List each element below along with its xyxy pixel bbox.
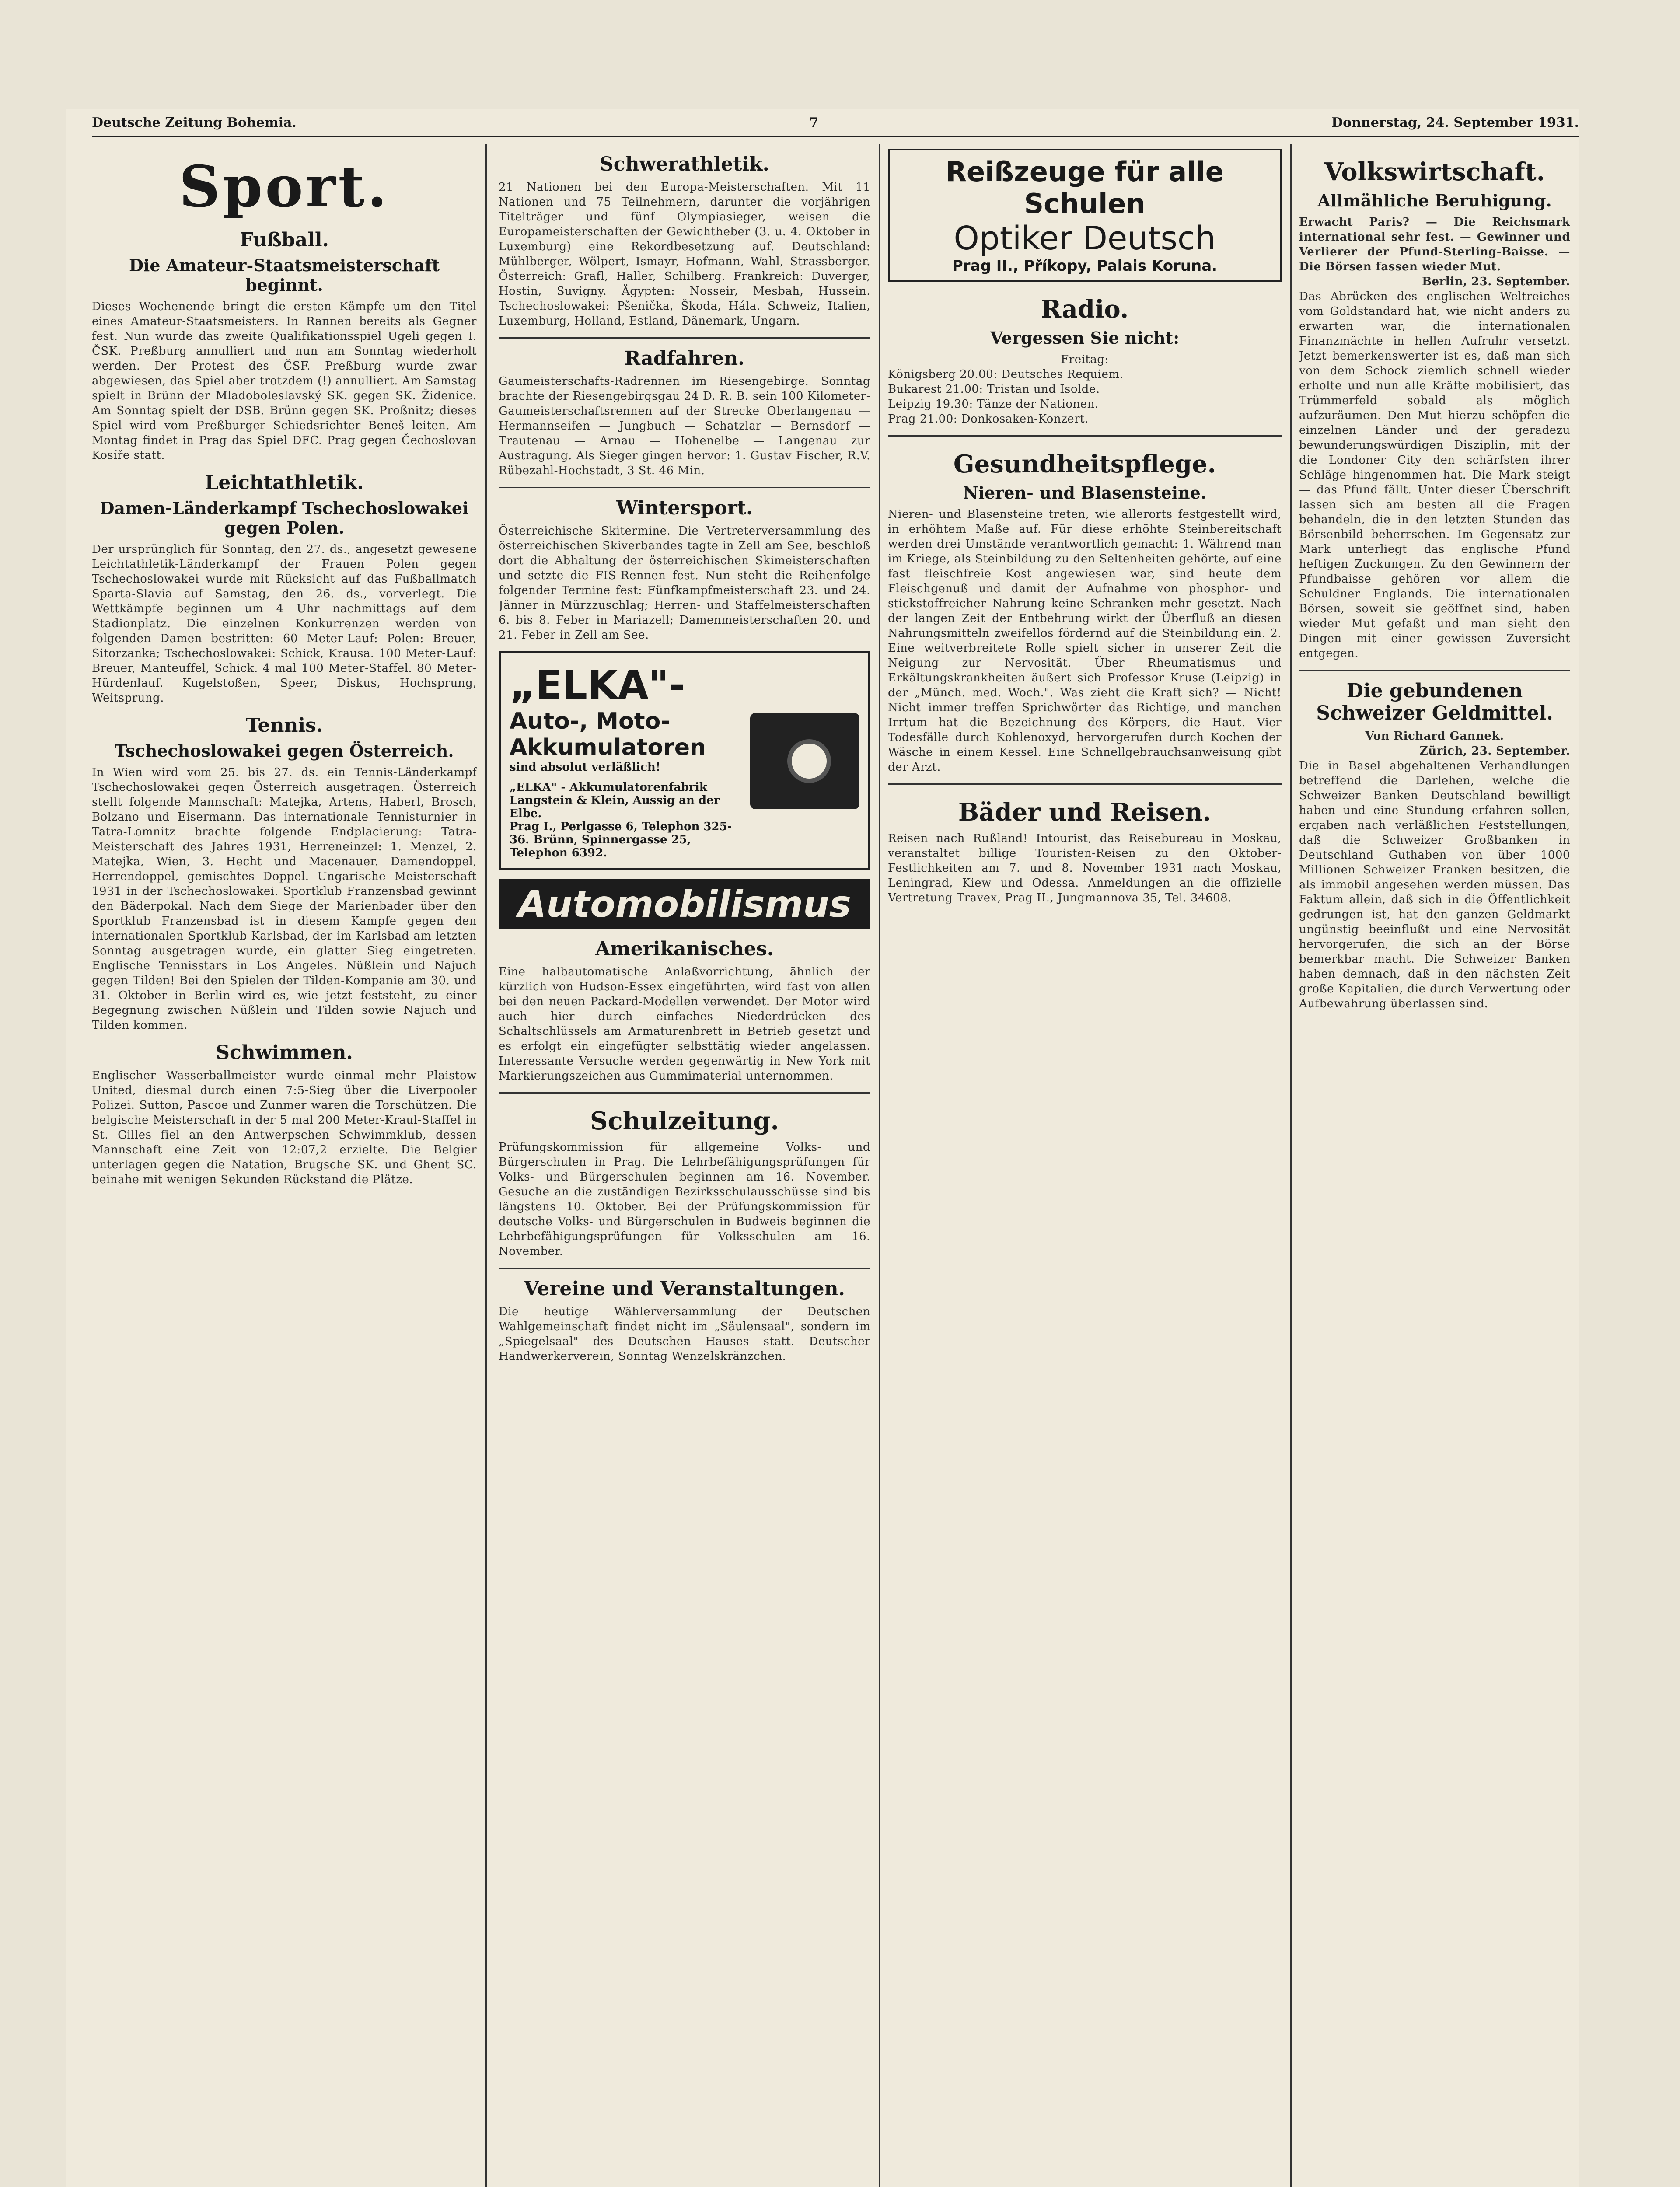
optiker-ad-address: Prag II., Příkopy, Palais Koruna. <box>952 257 1218 275</box>
column-divider <box>1290 144 1292 2187</box>
elka-advertisement <box>499 651 870 870</box>
health-subheading: Nieren- und Blasensteine. <box>963 483 1207 503</box>
american-heading: Amerikanisches. <box>595 938 774 960</box>
optiker-ad-headline: Reißzeuge für alle Schulen <box>946 156 1224 220</box>
radio-item: Prag 21.00: Donkosaken-Konzert. <box>888 412 1089 426</box>
column-divider <box>879 144 880 2187</box>
masthead <box>92 109 1579 137</box>
athletics-article: Der ursprünglich für Sonntag, den 27. ds., angesetzt gewesene Leichtathletik-Länderkampf der Frauen Polen gegen Tschechoslowakei wurde mit Rücksicht auf das Fußballmatch Sparta-Slavia auf Samstag, den 26. ds., vorverlegt. Die Wettkämpfe beginnen um 4 Uhr nachmittags auf dem Stadionplatz. Die einzelnen Konkurrenzen werden von folgenden Damen bestritten: 60 Meter-Lauf: Polen: Breuer, Sitorzanka; Tschechoslowakei: Schick, Krausa. 100 Meter-Lauf: Breuer, Manteuffel, Schick. 4 mal 100 Meter-Staffel. 80 Meter-Hürdenlauf. Kugelstoßen, Speer, Diskus, Hochsprung, Weitsprung. <box>92 543 477 705</box>
swiss-funds-dateline: Zürich, 23. September. <box>1419 744 1570 758</box>
athletics-subheading: Damen-Länderkampf Tschechoslowakei gegen Polen. <box>100 498 469 538</box>
radio-subheading: Vergessen Sie nicht: <box>990 328 1180 348</box>
health-heading: Gesundheitspflege. <box>953 450 1216 479</box>
swiss-funds-byline: Von Richard Gannek. <box>1365 730 1504 743</box>
section-divider <box>1299 670 1570 671</box>
optiker-ad-brand: Optiker Deutsch <box>954 220 1216 257</box>
events-article: Die heutige Wählerversammlung der Deutschen Wahlgemeinschaft findet nicht im „Säulensaal", sondern im „Spiegelsaal" des Deutschen Hauses statt. Deutscher Handwerkerverein, Sonntag Wenzelskränzchen. <box>499 1305 870 1363</box>
swiss-funds-heading: Die gebundenen Schweizer Geldmittel. <box>1316 680 1553 724</box>
newspaper-page <box>66 109 1579 2187</box>
radio-item: Leipzig 19.30: Tänze der Nationen. <box>888 398 1099 411</box>
optiker-advertisement <box>888 149 1282 282</box>
section-divider <box>888 783 1282 785</box>
section-divider <box>499 1092 870 1094</box>
radio-day: Freitag: <box>1061 353 1109 366</box>
swimming-heading: Schwimmen. <box>216 1041 353 1064</box>
section-divider <box>499 1268 870 1269</box>
health-article: Nieren- und Blasensteine treten, wie allerorts festgestellt wird, in erhöhtem Maße auf. Für diese erhöhte Steinbereitschaft werden drei Umstände verantwortlich gemacht: 1. Während man im Kriege, als Steinbildung zu den Seltenheiten gehörte, auf eine fast fleischfreie Kost angewiesen war, sind heute dem Fleischgenuß und damit der Aufnahme von phosphor- und stickstoffreicher Nahrung keine Schranken mehr gesetzt. Nach der langen Zeit der Entbehrung wirkt der Überfluß an diesen Nahrungsmitteln zweifellos fördernd auf die Steinbildung ein. 2. Eine weitverbreitete Rolle spielt sicher in unserer Zeit die Neigung zur Nervosität. Über Rheumatismus und Erkältungskrankheiten äußert sich Professor Kruse (Leipzig) in der „Münch. med. Woch.". Was zieht die Kraft sich? — Nicht! Nicht immer treffen Sprichwörter das Richtige, und manchen Irrtum hat die Bezeichnung des Körpers, die Haut. Vier Todesfälle durch Kohlenoxyd, hervorgerufen durch Kochen der Wäsche in einem Kessel. Eine Schnellgebrauchsanweisung gibt der Arzt. <box>888 508 1282 774</box>
economy-dateline: Berlin, 23. September. <box>1422 275 1570 288</box>
radio-item: Königsberg 20.00: Deutsches Requiem. <box>888 368 1124 381</box>
tennis-article: In Wien wird vom 25. bis 27. ds. ein Tennis-Länderkampf Tschechoslowakei gegen Österreich ausgetragen. Österreich stellt folgende Mannschaft: Matejka, Artens, Haberl, Brosch, Bolzano und Eisermann. Das internationale Tennisturnier in Tatra-Lomnitz brachte folgende Endplacierung: Tatra-Meisterschaft des Jahres 1931, Herreneinzel: 1. Menzel, 2. Matejka, Wien, 3. Hecht und Macenauer. Damendoppel, Herrendoppel, gemischtes Doppel. Ungarische Meisterschaft 1931 in der Tschechoslowakei. Sportklub Franzensbad gewinnt den Bäderpokal. Nach dem Siege der Marienbader über den Sportklub Franzensbad ist in diesem Kampfe gegen den internationalen Sportklub Karlsbad, der im Karlsbad am letzten Sonntag ausgetragen wurde, ein glatter Sieg eingetreten. Englische Tennisstars in Los Angeles. Nüßlein und Najuch gegen Tilden! Bei den Spielen der Tilden-Kompanie am 30. und 31. Oktober in Berlin wird es, wie jetzt feststeht, zu einer Begegnung zwischen Nüßlein und Tilden sowie Najuch und Tilden kommen. <box>92 766 477 1032</box>
radio-heading: Radio. <box>1041 295 1129 324</box>
elka-brand: „ELKA"- <box>510 662 685 708</box>
section-divider <box>499 487 870 488</box>
masthead-paper-name: Deutsche Zeitung Bohemia. <box>92 115 297 130</box>
section-divider <box>888 435 1282 437</box>
travel-heading: Bäder und Reisen. <box>958 798 1212 827</box>
column-divider <box>485 144 487 2187</box>
elka-tagline: sind absolut verläßlich! <box>510 761 661 774</box>
sport-column <box>92 144 477 2187</box>
economy-subheading: Allmähliche Beruhigung. <box>1317 191 1552 210</box>
elka-address-two: Prag I., Perlgasse 6, Telephon 325-36. Brünn, Spinnergasse 25, Telephon 6392. <box>510 820 732 859</box>
radio-item: Bukarest 21.00: Tristan und Isolde. <box>888 383 1100 396</box>
travel-article: Reisen nach Rußland! Intourist, das Reisebureau in Moskau, veranstaltet billige Touristen-Reisen zu den Oktober-Festlichkeiten am 7. und 8. November 1931 nach Moskau, Leningrad, Kiew und Odessa. Anmeldungen an die offizielle Vertretung Travex, Prag II., Jungmannova 35, Tel. 34608. <box>888 832 1282 905</box>
weightlifting-heading: Schwerathletik. <box>600 153 769 175</box>
school-heading: Schulzeitung. <box>590 1107 779 1135</box>
column-four <box>1299 144 1570 2187</box>
weightlifting-article: 21 Nationen bei den Europa-Meisterschaften. Mit 11 Nationen und 75 Teilnehmern, darunter die vorjährigen Titelträger und fünf Olympiasieger, weisen die Europameisterschaften der Gewichtheber (3. u. 4. Oktober in Luxemburg) eine Rekordbesetzung auf. Deutschland: Mühlberger, Wölpert, Ismayr, Hofmann, Wahl, Strassberger. Österreich: Grafl, Haller, Schilberg. Frankreich: Duverger, Hostin, Suvigny. Ägypten: Nosseir, Mesbah, Hussein. Tschechoslowakei: Pšenička, Škoda, Hála. Schweiz, Italien, Luxemburg, Holland, Estland, Dänemark, Ungarn. <box>499 181 870 328</box>
elka-maker: „ELKA" - Akkumulatorenfabrik <box>510 781 707 794</box>
american-article: Eine halbautomatische Anlaßvorrichtung, ähnlich der kürzlich von Hudson-Essex eingeführten, wird fast von allen bei den neuen Packard-Modellen verwendet. Der Motor wird auch hier durch einfaches Niederdrücken des Schaltschlüssels am Armaturenbrett in Betrieb gesetzt und es erfolgt ein eingefügter selbsttätig wieder angelassen. Interessante Versuche werden gegenwärtig in New York mit Markierungszeichen aus Gummimaterial unternommen. <box>499 965 870 1083</box>
events-heading: Vereine und Veranstaltungen. <box>524 1278 845 1300</box>
elka-product: Auto-, Moto-Akkumulatoren <box>510 708 706 761</box>
wintersport-article: Österreichische Skitermine. Die Vertreterversammlung des österreichischen Skiverbandes tagte in Zell am See, beschloß dort die Abhaltung der österreichischen Skimeisterschaften und setzte die FIS-Rennen fest. Nun steht die Reihenfolge folgender Termine fest: Fünfkampfmeisterschaft 23. und 24. Jänner in Mürzzuschlag; Herren- und Staffelmeisterschaften 6. bis 8. Feber in Mariazell; Damenmeisterschaften 20. und 21. Feber in Zell am See. <box>499 524 870 642</box>
section-divider <box>499 337 870 339</box>
football-subheading: Die Amateur-Staatsmeisterschaft beginnt. <box>129 255 440 295</box>
swimming-article: Englischer Wasserballmeister wurde einmal mehr Plaistow United, diesmal durch einen 7:5-Sieg über die Liverpooler Polizei. Sutton, Pascoe und Zunmer waren die Torschützen. Die belgische Meisterschaft in der 5 mal 200 Meter-Kraul-Staffel in St. Gilles fiel an den Antwerpschen Schwimmklub, dessen Mannschaft eine Zeit von 12:07,2 erzielte. Die Belgier unterlagen gegen die Natation, Brugsche SK. und Ghent SC. beinahe mit wenigen Sekunden Rückstand die Plätze. <box>92 1069 477 1186</box>
battery-illustration <box>750 713 859 809</box>
football-article: Dieses Wochenende bringt die ersten Kämpfe um den Titel eines Amateur-Staatsmeisters. In Rannen bereits als Gegner fest. Nun wurde das zweite Qualifikationsspiel Ugeli gegen I. ČSK. Preßburg annulliert und nun am Sonntag wiederholt werden. Der Protest des ČSF. Preßburg wurde zwar abgewiesen, das Spiel aber trotzdem (!) annulliert. Am Samstag spielt in Brünn der Mladoboleslavský SK. gegen SK. Židenice. Am Sonntag spielt der DSB. Brünn gegen SK. Proßnitz; dieses Spiel wird vom Preßburger Schiedsrichter Beneš leiten. Am Montag findet in Prag das Spiel DFC. Prag gegen Čechoslovan Kosíře statt. <box>92 300 477 462</box>
cycling-heading: Radfahren. <box>624 347 745 370</box>
school-article: Prüfungskommission für allgemeine Volks- und Bürgerschulen in Prag. Die Lehrbefähigungsprüfungen für Volks- und Bürgerschulen beginnen am 16. November. Gesuche an die zuständigen Bezirksschulausschüsse sind bis längstens 10. Oktober. Bei der Prüfungskommission für deutsche Volks- und Bürgerschulen in Budweis beginnen die Lehrbefähigungsprüfungen für Volksschulen am 16. November. <box>499 1141 870 1258</box>
column-two <box>499 144 870 2187</box>
economy-article: Das Abrücken des englischen Weltreiches vom Goldstandard hat, wie nicht anders zu erwarten war, die internationalen Finanzmächte in hellen Aufruhr versetzt. Jetzt bemerkenswerter ist es, daß man sich von dem Schock ziemlich schnell wieder erholte und nun alle Kräfte mobilisiert, das Trümmerfeld sobald als möglich aufzuräumen. Den Mut hierzu schöpfen die einzelnen Länder und der geradezu bewunderungswürdigen Disziplin, mit der die Londoner City den schärfsten ihrer Schläge hingenommen hat. Die Mark steigt — das Pfund fällt. Unter dieser Überschrift lassen sich am besten all die Fragen behandeln, die in den letzten Stunden das Börsenbild beherrschen. Im Gegensatz zur Mark unterliegt das englische Pfund heftigen Zuckungen. Zu den Gewinnern der Pfundbaisse gehören vor allem die Schuldner Englands. Die internationalen Börsen, soweit sie geöffnet sind, haben wieder Mut gefaßt und man sieht den Dingen mit einer gewissen Zuversicht entgegen. <box>1299 290 1570 660</box>
economy-heading: Volkswirtschaft. <box>1324 157 1545 186</box>
tennis-heading: Tennis. <box>245 714 323 737</box>
column-three <box>888 144 1282 2187</box>
athletics-heading: Leichtathletik. <box>205 472 364 494</box>
wintersport-heading: Wintersport. <box>616 497 753 519</box>
tennis-subheading: Tschechoslowakei gegen Österreich. <box>115 741 454 761</box>
masthead-page-number: 7 <box>809 115 819 130</box>
cycling-article: Gaumeisterschafts-Radrennen im Riesengebirge. Sonntag brachte der Riesengebirgsgau 24 D. R. B. sein 100 Kilometer-Gaumeisterschaftsrennen auf der Strecke Oberlangenau — Hermannseifen — Jungbuch — Schatzlar — Bernsdorf — Trautenau — Arnau — Hohenelbe — Langenau zur Austragung. Als Sieger gingen hervor: 1. Gustav Fischer, R.V. Rübezahl-Hochstadt, 3 St. 46 Min. <box>499 375 870 477</box>
economy-lead: Erwacht Paris? — Die Reichsmark international sehr fest. — Gewinner und Verlierer der Pfund-Sterling-Baisse. — Die Börsen fassen wieder Mut. <box>1299 216 1570 273</box>
swiss-funds-article: Die in Basel abgehaltenen Verhandlungen betreffend die Darlehen, welche die Schweizer Banken Deutschland bewilligt haben und eine Stundung erfahren sollen, ergaben nach verläßlichen Feststellungen, daß die Schweizer Großbanken in Deutschland Guthaben von über 1000 Millionen Schweizer Franken besitzen, die als immobil angesehen werden müssen. Das Faktum allein, daß sich in die Öffentlichkeit gedrungen ist, hat den ganzen Geldmarkt ungünstig beeinflußt und eine Nervosität hervorgerufen, die sich an der Börse bemerkbar macht. Die Schweizer Banken haben demnach, daß in den nächsten Zeit große Kapitalien, die durch Verwertung oder Aufbewahrung überlassen sind. <box>1299 759 1570 1010</box>
automobile-banner: Automobilismus <box>499 879 870 929</box>
sport-title: Sport. <box>179 153 390 220</box>
masthead-date: Donnerstag, 24. September 1931. <box>1331 115 1579 130</box>
football-heading: Fußball. <box>240 229 329 251</box>
elka-address: Langstein & Klein, Aussig an der Elbe. <box>510 794 720 820</box>
